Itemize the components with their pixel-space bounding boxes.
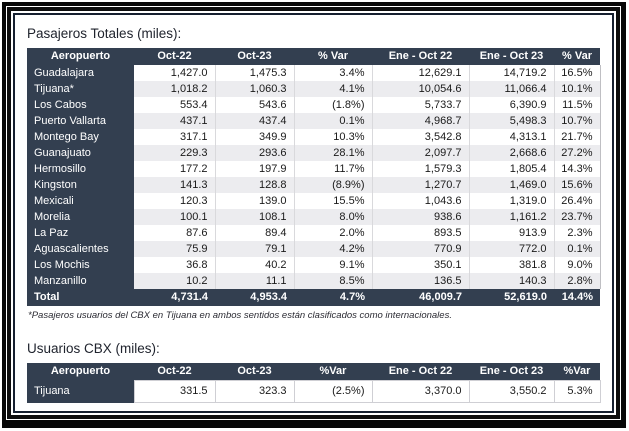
total-value-cell: 52,619.0 [469, 289, 554, 306]
value-cell: 16.5% [554, 65, 600, 81]
airport-name: Kingston [27, 177, 134, 193]
value-cell: 141.3 [134, 177, 215, 193]
column-header-aeropuerto: Aeropuerto [27, 363, 134, 381]
content-area [13, 13, 614, 413]
airport-name: La Paz [27, 225, 134, 241]
value-cell: 1,427.0 [134, 65, 215, 81]
airport-name: Manzanillo [27, 273, 134, 289]
value-cell: 75.9 [134, 241, 215, 257]
value-cell: 4.1% [294, 81, 372, 97]
value-cell: 28.1% [294, 145, 372, 161]
column-header-oct22: Oct-22 [134, 48, 215, 65]
value-cell: 128.8 [215, 177, 294, 193]
value-cell: 100.1 [134, 209, 215, 225]
value-cell: 553.4 [134, 97, 215, 113]
airport-name: Puerto Vallarta [27, 113, 134, 129]
column-header-ene-oct22: Ene - Oct 22 [372, 363, 469, 381]
airport-name: Tijuana* [27, 81, 134, 97]
value-cell: 2,668.6 [469, 145, 554, 161]
table-row [27, 193, 600, 209]
total-row [27, 289, 600, 306]
total-value-cell: 4,731.4 [134, 289, 215, 306]
value-cell: 2.8% [554, 273, 600, 289]
table-row [27, 273, 600, 289]
column-header-var-month: %Var [294, 363, 372, 381]
airport-name: Tijuana [27, 381, 134, 403]
value-cell: 10.2 [134, 273, 215, 289]
value-cell: 4.2% [294, 241, 372, 257]
value-cell: 1,805.4 [469, 161, 554, 177]
value-cell: 543.6 [215, 97, 294, 113]
value-cell: 1,060.3 [215, 81, 294, 97]
value-cell: 197.9 [215, 161, 294, 177]
column-header-ene-oct23: Ene - Oct 23 [469, 48, 554, 65]
outer-black-frame [2, 2, 626, 428]
value-cell: 14.3% [554, 161, 600, 177]
cbx-table [27, 363, 601, 403]
value-cell: 9.0% [554, 257, 600, 273]
value-cell: 317.1 [134, 129, 215, 145]
inner-black-frame [7, 7, 620, 419]
value-cell: 27.2% [554, 145, 600, 161]
table-row [27, 225, 600, 241]
column-header-oct23: Oct-23 [215, 363, 294, 381]
value-cell: 331.5 [134, 381, 215, 403]
value-cell: 349.9 [215, 129, 294, 145]
passengers-table-title: Pasajeros Totales (miles): [27, 26, 182, 41]
column-header-ene-oct23: Ene - Oct 23 [469, 363, 554, 381]
table-row [27, 145, 600, 161]
value-cell: 120.3 [134, 193, 215, 209]
value-cell: 4,968.7 [372, 113, 469, 129]
value-cell: 772.0 [469, 241, 554, 257]
passengers-table [27, 48, 601, 306]
value-cell: 15.6% [554, 177, 600, 193]
value-cell: 1,469.0 [469, 177, 554, 193]
table-row [27, 177, 600, 193]
value-cell: 3,370.0 [372, 381, 469, 403]
value-cell: 0.1% [554, 241, 600, 257]
value-cell: (1.8%) [294, 97, 372, 113]
value-cell: 913.9 [469, 225, 554, 241]
value-cell: 323.3 [215, 381, 294, 403]
value-cell: 11,066.4 [469, 81, 554, 97]
column-header-var-month: % Var [294, 48, 372, 65]
value-cell: 770.9 [372, 241, 469, 257]
value-cell: 381.8 [469, 257, 554, 273]
value-cell: 229.3 [134, 145, 215, 161]
value-cell: 15.5% [294, 193, 372, 209]
table-row [27, 257, 600, 273]
value-cell: 1,319.0 [469, 193, 554, 209]
total-value-cell: 46,009.7 [372, 289, 469, 306]
value-cell: 5.3% [554, 381, 600, 403]
column-header-var-ytd: % Var [554, 48, 600, 65]
value-cell: 0.1% [294, 113, 372, 129]
value-cell: 177.2 [134, 161, 215, 177]
value-cell: 8.0% [294, 209, 372, 225]
value-cell: (8.9%) [294, 177, 372, 193]
table-row [27, 241, 600, 257]
value-cell: 26.4% [554, 193, 600, 209]
value-cell: 1,043.6 [372, 193, 469, 209]
column-header-oct23: Oct-23 [215, 48, 294, 65]
value-cell: 87.6 [134, 225, 215, 241]
airport-name: Aguascalientes [27, 241, 134, 257]
column-header-ene-oct22: Ene - Oct 22 [372, 48, 469, 65]
value-cell: 136.5 [372, 273, 469, 289]
value-cell: 11.1 [215, 273, 294, 289]
value-cell: 12,629.1 [372, 65, 469, 81]
value-cell: 3,542.8 [372, 129, 469, 145]
value-cell: 938.6 [372, 209, 469, 225]
value-cell: 89.4 [215, 225, 294, 241]
airport-name: Guadalajara [27, 65, 134, 81]
table-row [27, 97, 600, 113]
value-cell: 6,390.9 [469, 97, 554, 113]
column-header-aeropuerto: Aeropuerto [27, 48, 134, 65]
table-row [27, 129, 600, 145]
value-cell: 4,313.1 [469, 129, 554, 145]
value-cell: 40.2 [215, 257, 294, 273]
value-cell: 350.1 [372, 257, 469, 273]
value-cell: 108.1 [215, 209, 294, 225]
value-cell: 2,097.7 [372, 145, 469, 161]
airport-name: Mexicali [27, 193, 134, 209]
value-cell: 10.3% [294, 129, 372, 145]
value-cell: 437.1 [134, 113, 215, 129]
airport-name: Montego Bay [27, 129, 134, 145]
value-cell: 1,475.3 [215, 65, 294, 81]
value-cell: (2.5%) [294, 381, 372, 403]
value-cell: 1,161.2 [469, 209, 554, 225]
value-cell: 1,579.3 [372, 161, 469, 177]
column-header-var-ytd: %Var [554, 363, 600, 381]
value-cell: 3,550.2 [469, 381, 554, 403]
column-header-oct22: Oct-22 [134, 363, 215, 381]
value-cell: 293.6 [215, 145, 294, 161]
value-cell: 9.1% [294, 257, 372, 273]
cbx-table-body [27, 381, 600, 403]
total-value-cell: 14.4% [554, 289, 600, 306]
table-row [27, 209, 600, 225]
value-cell: 893.5 [372, 225, 469, 241]
cbx-table-title: Usuarios CBX (miles): [27, 341, 160, 356]
total-label: Total [27, 289, 134, 306]
table-row [27, 81, 600, 97]
value-cell: 79.1 [215, 241, 294, 257]
value-cell: 2.0% [294, 225, 372, 241]
total-value-cell: 4.7% [294, 289, 372, 306]
value-cell: 5,498.3 [469, 113, 554, 129]
value-cell: 21.7% [554, 129, 600, 145]
value-cell: 23.7% [554, 209, 600, 225]
value-cell: 140.3 [469, 273, 554, 289]
airport-name: Los Cabos [27, 97, 134, 113]
airport-name: Guanajuato [27, 145, 134, 161]
value-cell: 11.5% [554, 97, 600, 113]
airport-name: Los Mochis [27, 257, 134, 273]
value-cell: 8.5% [294, 273, 372, 289]
value-cell: 5,733.7 [372, 97, 469, 113]
passengers-header-row [27, 48, 600, 65]
table-row [27, 161, 600, 177]
value-cell: 36.8 [134, 257, 215, 273]
cbx-header-row [27, 363, 600, 381]
table-row [27, 65, 600, 81]
value-cell: 3.4% [294, 65, 372, 81]
total-value-cell: 4,953.4 [215, 289, 294, 306]
table-row [27, 113, 600, 129]
passengers-table-body [27, 65, 600, 289]
value-cell: 1,018.2 [134, 81, 215, 97]
value-cell: 437.4 [215, 113, 294, 129]
value-cell: 11.7% [294, 161, 372, 177]
value-cell: 2.3% [554, 225, 600, 241]
value-cell: 14,719.2 [469, 65, 554, 81]
value-cell: 10.7% [554, 113, 600, 129]
table-row [27, 381, 600, 403]
value-cell: 139.0 [215, 193, 294, 209]
cbx-footnote: *Pasajeros usuarios del CBX en Tijuana en ambos sentidos están clasificados como internacionales. [28, 310, 452, 321]
frame-white-hairline [6, 6, 621, 420]
value-cell: 1,270.7 [372, 177, 469, 193]
airport-name: Hermosillo [27, 161, 134, 177]
frame-white-gap [11, 11, 616, 415]
airport-name: Morelia [27, 209, 134, 225]
value-cell: 10,054.6 [372, 81, 469, 97]
value-cell: 10.1% [554, 81, 600, 97]
